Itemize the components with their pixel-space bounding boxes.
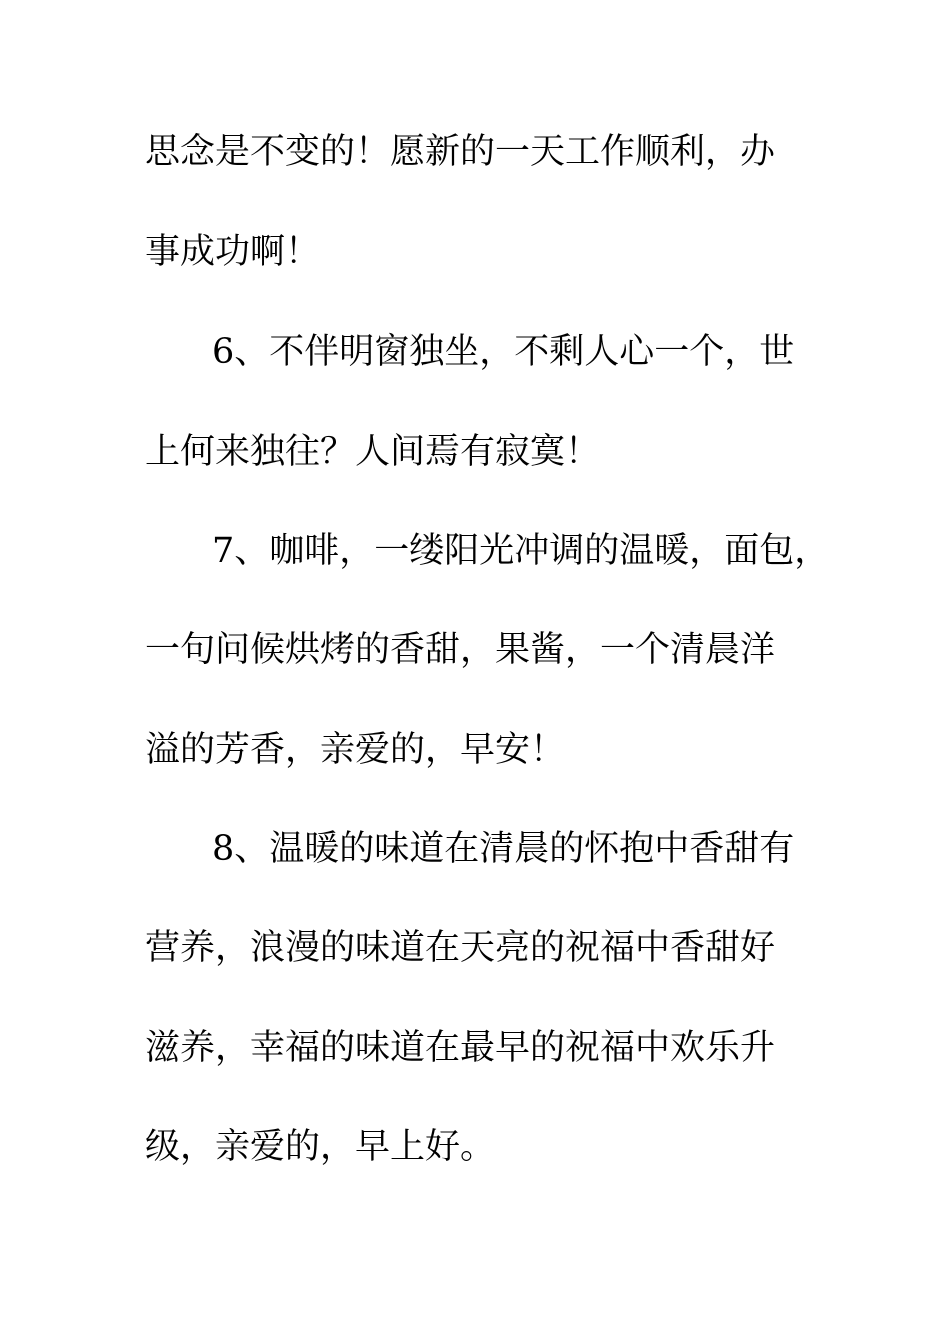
text-line: 思念是不变的！愿新的一天工作顺利，办 [145, 132, 776, 172]
text-line: 溢的芳香，亲爱的，早安！ [145, 730, 566, 770]
text-line: 上何来独往？人间焉有寂寞！ [145, 432, 601, 472]
text-line: 滋养，幸福的味道在最早的祝福中欢乐升 [145, 1028, 776, 1068]
text-line: 级，亲爱的，早上好。 [145, 1127, 496, 1167]
text-line: 一句问候烘烤的香甜，果酱，一个清晨洋 [145, 630, 776, 670]
paragraph-8-first-line: 8、温暖的味道在清晨的怀抱中香甜有 [212, 829, 795, 869]
paragraph-7-first-line: 7、咖啡，一缕阳光冲调的温暖，面包， [212, 531, 830, 571]
text-line: 事成功啊！ [145, 232, 321, 272]
paragraph-6-first-line: 6、不伴明窗独坐，不剩人心一个，世 [212, 332, 795, 372]
text-line: 营养，浪漫的味道在天亮的祝福中香甜好 [145, 928, 776, 968]
